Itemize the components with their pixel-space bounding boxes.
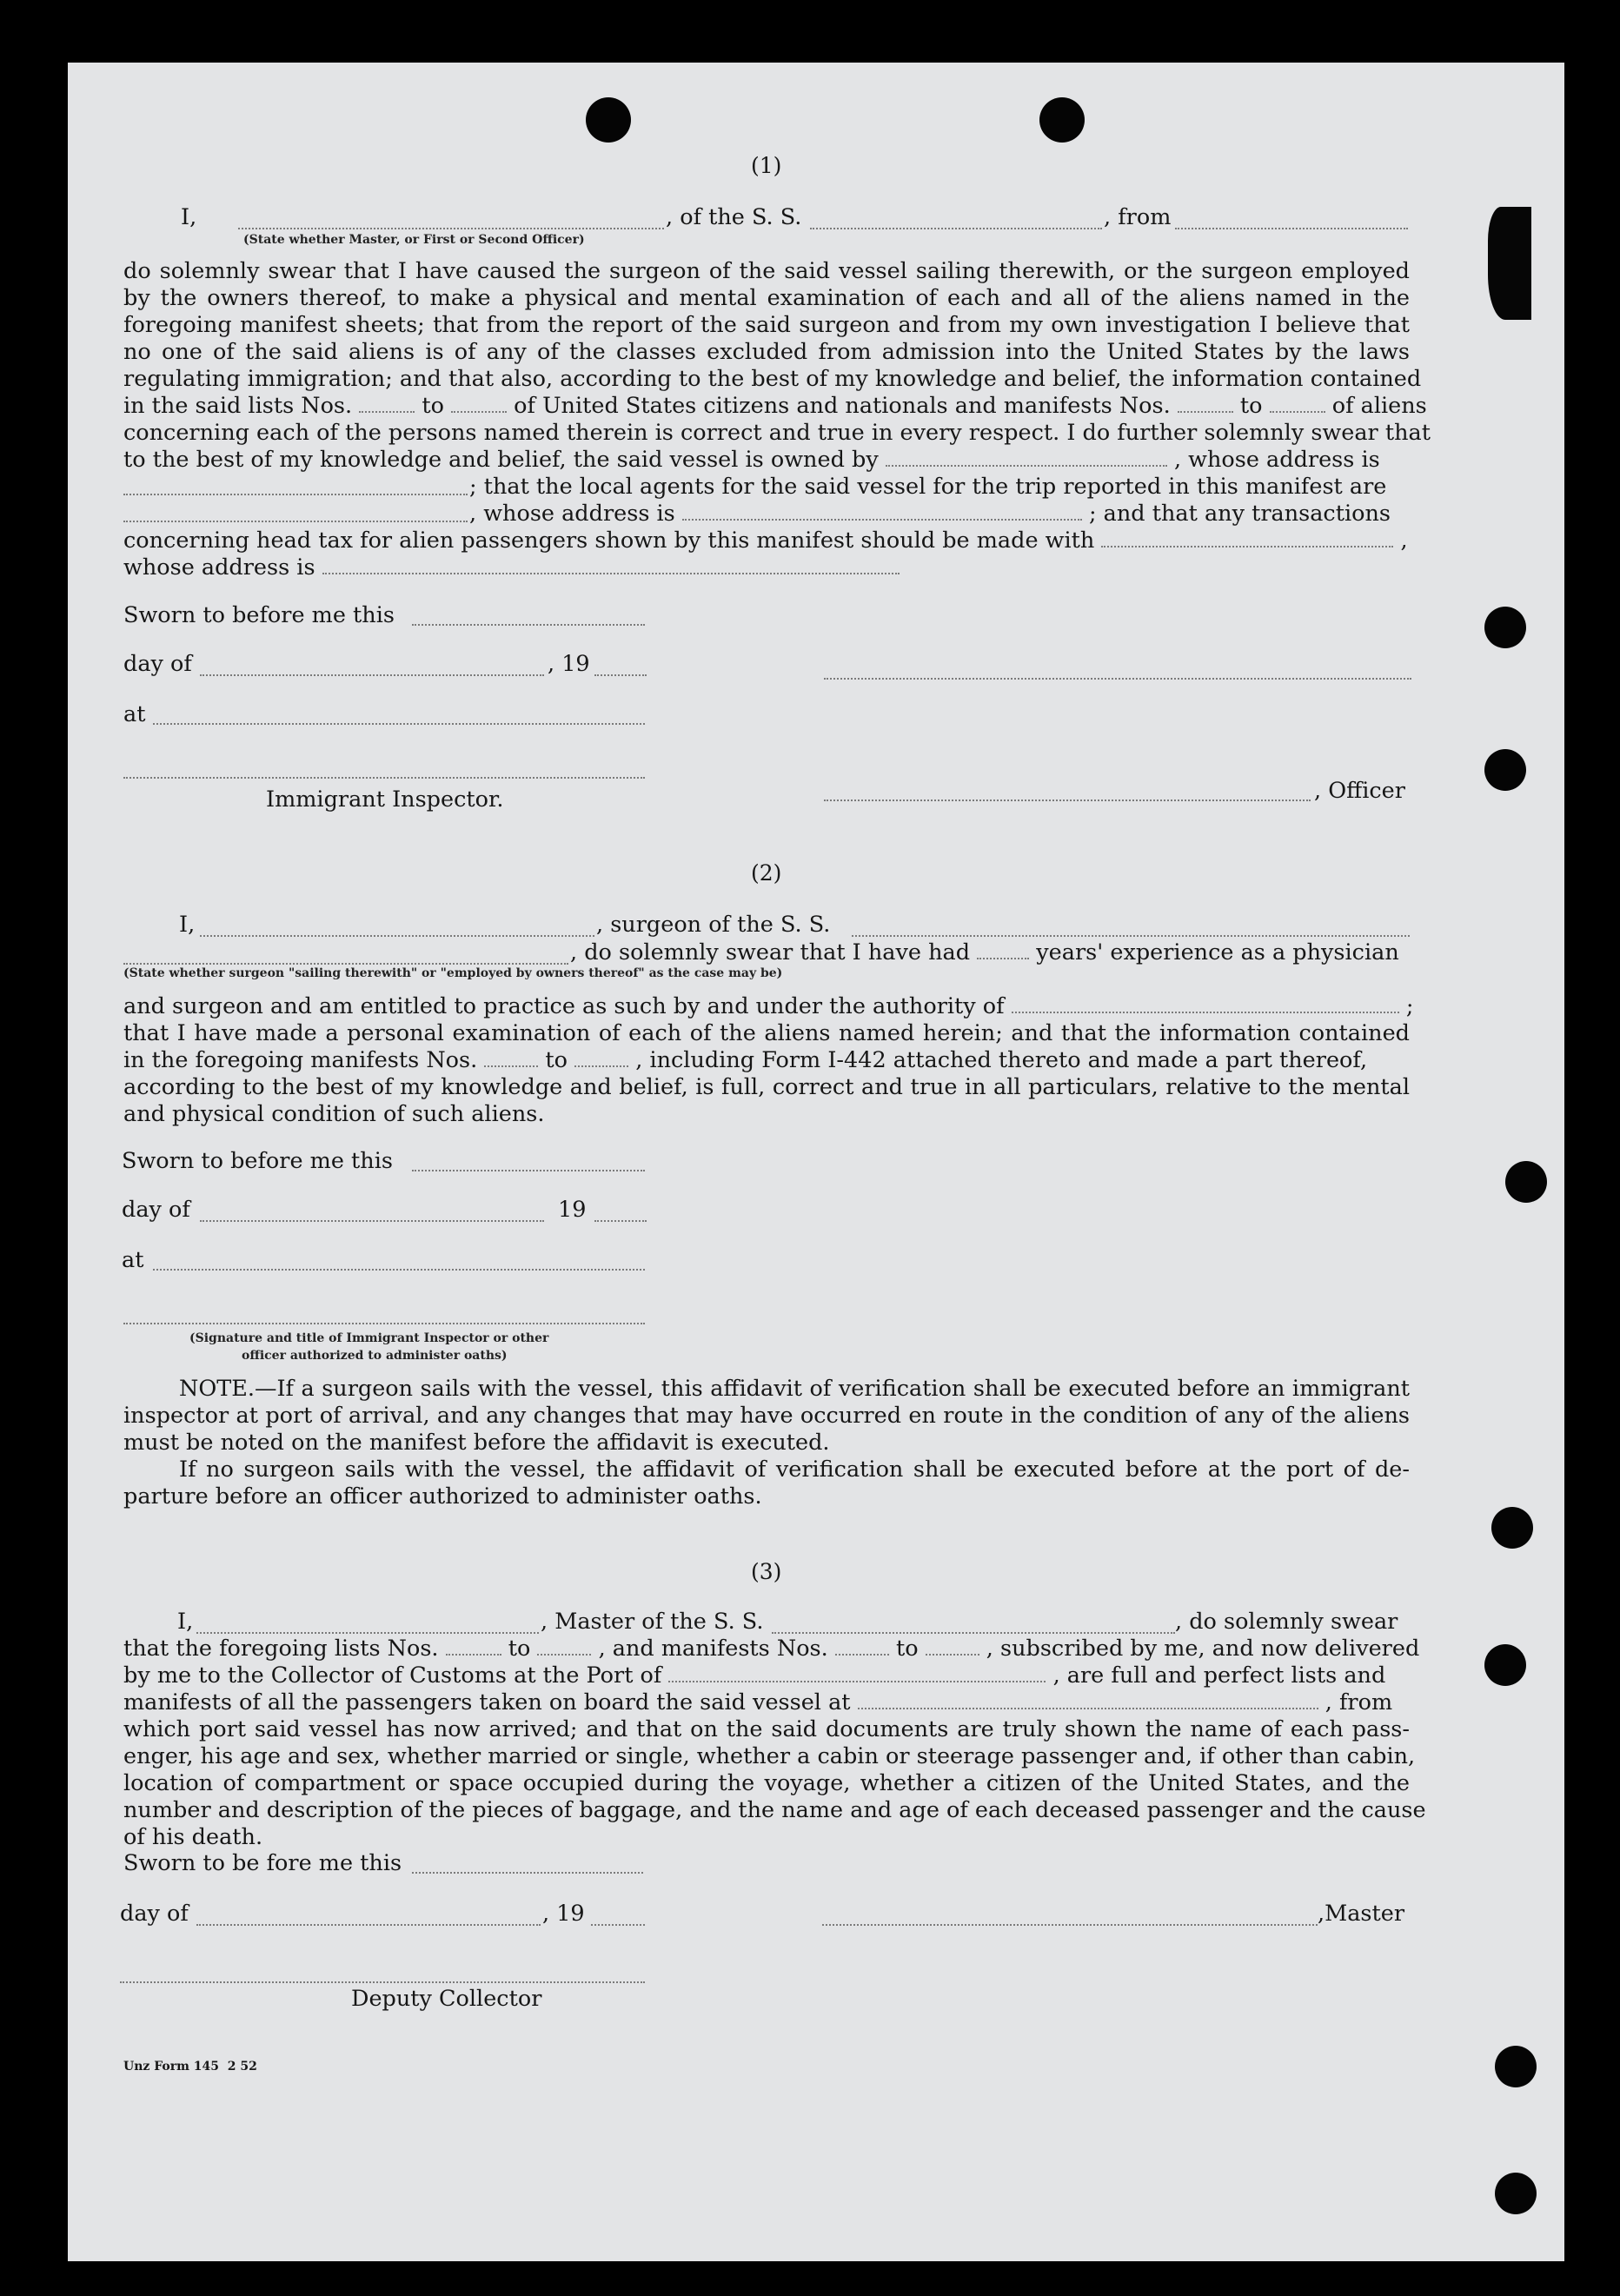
s1-owned-by: to the best of my knowledge and belief, the said vessel is owned by — [123, 447, 879, 473]
s1-officer-label: , Officer — [1314, 778, 1405, 804]
s1-lists-from-field[interactable] — [359, 394, 415, 413]
s1-para-line-5: regulating immigration; and that also, according to the best of my knowledge and belief, the information contained — [123, 366, 1422, 392]
s1-para-line-2: by the owners thereof, to make a physical and mental examination of each and all of the aliens named in the — [123, 285, 1410, 311]
punch-hole-right-3 — [1505, 1161, 1547, 1203]
s2-year-field[interactable] — [594, 1220, 647, 1222]
s2-swear-text: , do solemnly swear that I have had — [570, 939, 971, 966]
s3-i-label: I, — [177, 1609, 194, 1635]
s3-on-board-text: manifests of all the passengers taken on board the said vessel at — [123, 1689, 851, 1715]
s2-note-line-1: NOTE.—If a surgeon sails with the vessel, this affidavit of verification shall be executed before an immigrant — [179, 1376, 1410, 1402]
s1-head-tax-text: concerning head tax for alien passengers shown by this manifest should be made with — [123, 528, 1095, 554]
s3-para-line-5: enger, his age and sex, whether married or single, whether a cabin or steerage passenger and, if other than cabin, — [123, 1743, 1416, 1769]
s1-manifests-from-field[interactable] — [1178, 394, 1233, 413]
punch-hole-top-right — [1039, 97, 1085, 143]
s2-para-line-2: that I have made a personal examination of each of the aliens named herein; and that the information contained — [123, 1020, 1410, 1046]
s1-manifests-to: to — [1239, 393, 1263, 419]
s3-para-line-8: of his death. — [123, 1824, 263, 1850]
s1-whose-address: whose address is — [123, 554, 315, 581]
s3-para-line-6: location of compartment or space occupied during the voyage, whether a citizen of the United States, and the — [123, 1770, 1410, 1796]
s2-authority-text: and surgeon and am entitled to practice as such by and under the authority of — [123, 993, 1005, 1019]
s1-at-label: at — [123, 701, 146, 727]
s2-years-field[interactable] — [977, 940, 1029, 959]
s3-sworn-label: Sworn to be fore me this — [123, 1850, 402, 1876]
s1-of-ss: , of the S. S. — [666, 204, 802, 230]
s3-lists-to: to — [508, 1636, 531, 1662]
s1-day-field[interactable] — [200, 674, 544, 676]
s1-owner-address-field[interactable] — [123, 494, 468, 495]
s1-officer-note: (State whether Master, or First or Second Officer) — [243, 233, 585, 247]
s2-note-line-5: parture before an officer authorized to administer oaths. — [123, 1483, 762, 1510]
s2-at-label: at — [122, 1247, 144, 1273]
s2-sworn-label: Sworn to before me this — [122, 1148, 393, 1174]
s2-day-of-label: day of — [122, 1197, 190, 1223]
s2-manifests-nos: in the foregoing manifests Nos. — [123, 1047, 478, 1073]
s2-signature-note-2: officer authorized to administer oaths) — [242, 1349, 508, 1363]
punch-hole-right-6 — [1495, 2046, 1537, 2087]
s1-lists-to: to — [422, 393, 444, 419]
s3-boarding-port-field[interactable] — [858, 1690, 1318, 1709]
punch-hole-right-7 — [1495, 2173, 1537, 2214]
s3-lists-nos: that the foregoing lists Nos. — [123, 1636, 439, 1662]
s1-para-line-4: no one of the said aliens is of any of the classes excluded from admission into the United States by the laws — [123, 339, 1410, 365]
s1-para-line-12 — [123, 548, 900, 587]
s3-manifests-to: to — [895, 1636, 919, 1662]
punch-hole-right-4 — [1491, 1507, 1533, 1549]
s2-para-line-4: according to the best of my knowledge and belief, is full, correct and true in all particulars, relative to the mental — [123, 1074, 1410, 1100]
s3-manifests-to-field[interactable] — [926, 1636, 979, 1656]
s3-perfect-lists-text: , are full and perfect lists and — [1052, 1662, 1386, 1689]
s2-manifests-to: to — [545, 1047, 568, 1073]
s2-surgeon-note: (State whether surgeon "sailing therewith" or "employed by owners thereof" as the case may be) — [123, 966, 783, 980]
s1-lists-to-field[interactable] — [451, 394, 507, 413]
s1-from-field[interactable] — [1175, 228, 1408, 229]
s2-authority-field[interactable] — [1012, 994, 1399, 1013]
s3-master-label: ,Master — [1318, 1901, 1405, 1927]
s2-i-label: I, — [179, 912, 196, 938]
punch-hole-right-1 — [1484, 607, 1526, 648]
s2-note-line-2: inspector at port of arrival, and any changes that may have occurred en route in the condition of any of the aliens — [123, 1403, 1410, 1429]
s3-manifests-nos: , and manifests Nos. — [598, 1636, 828, 1662]
s2-sworn-field[interactable] — [412, 1170, 645, 1171]
s3-year-label: , 19 — [542, 1901, 585, 1927]
s1-immigrant-inspector: Immigrant Inspector. — [266, 786, 504, 813]
s1-head-tax-address-field[interactable] — [322, 555, 900, 574]
s3-para-line-7: number and description of the pieces of baggage, and the name and age of each deceased passenger and the cause — [123, 1797, 1426, 1823]
s1-year-label: , 19 — [548, 651, 590, 677]
s3-from-text: , from — [1325, 1689, 1393, 1715]
s2-day-field[interactable] — [200, 1220, 544, 1222]
s1-agents-address-label: , whose address is — [469, 501, 675, 527]
s1-officer-signature-upper[interactable] — [824, 678, 1411, 680]
s2-manifests-to-field[interactable] — [574, 1048, 628, 1067]
s2-manifests-from-field[interactable] — [484, 1048, 538, 1067]
section-2-number: (2) — [751, 860, 782, 886]
s2-year-label: 19 — [558, 1197, 587, 1223]
s3-do-solemnly-swear: , do solemnly swear — [1175, 1609, 1398, 1635]
s1-vessel-field[interactable] — [810, 228, 1102, 229]
s1-at-field[interactable] — [153, 723, 645, 725]
s2-para-line-5: and physical condition of such aliens. — [123, 1101, 545, 1127]
s1-manifests-to-field[interactable] — [1270, 394, 1325, 413]
s1-transactions-text: ; and that any transactions — [1088, 501, 1391, 527]
s1-owner-field[interactable] — [886, 448, 1167, 467]
s2-signature-note-1: (Signature and title of Immigrant Inspector or other — [189, 1331, 549, 1345]
s1-lists-nos: in the said lists Nos. — [123, 393, 353, 419]
s1-from: , from — [1104, 204, 1172, 230]
s2-experience-text: years' experience as a physician — [1036, 939, 1399, 966]
s2-form-text: , including Form I-442 attached thereto and made a part thereof, — [635, 1047, 1368, 1073]
s1-para-line-9: ; that the local agents for the said vessel for the trip reported in this manifest are — [469, 474, 1387, 500]
s3-port-field[interactable] — [668, 1663, 1046, 1682]
s1-comma: , — [1400, 528, 1408, 554]
s1-year-field[interactable] — [594, 674, 647, 676]
s1-officer-signature-field[interactable] — [824, 800, 1311, 801]
s2-signature-field[interactable] — [123, 1323, 645, 1324]
section-3-number: (3) — [751, 1559, 782, 1584]
s3-port-text: by me to the Collector of Customs at the Port of — [123, 1662, 662, 1689]
s3-sworn-field[interactable] — [412, 1872, 643, 1874]
section-1-number: (1) — [751, 153, 782, 178]
s1-head-tax-field[interactable] — [1101, 528, 1393, 547]
punch-hole-right-2 — [1484, 749, 1526, 791]
s2-note-line-4: If no surgeon sails with the vessel, the affidavit of verification shall be executed before at the port of de- — [179, 1457, 1410, 1483]
s3-day-field[interactable] — [196, 1924, 541, 1926]
s2-surgeon-of-ss: , surgeon of the S. S. — [596, 912, 831, 938]
s1-para-line-3: foregoing manifest sheets; that from the report of the said surgeon and from my own investigation I believe that — [123, 312, 1410, 338]
s3-deputy-collector: Deputy Collector — [351, 1986, 542, 2012]
s2-surgeon-type-field[interactable] — [123, 963, 568, 965]
s1-i-label: I, — [181, 204, 197, 230]
s1-officer-field[interactable] — [238, 228, 664, 229]
s3-manifests-from-field[interactable] — [835, 1636, 889, 1656]
punch-hole-top-left — [586, 97, 631, 143]
s1-para-line-7: concerning each of the persons named therein is correct and true in every respect. I do further solemnly swear that — [123, 420, 1431, 446]
form-footer-code: Unz Form 145 2 52 — [123, 2060, 257, 2074]
s3-para-line-4: which port said vessel has now arrived; and that on the said documents are truly shown the name of each pass- — [123, 1716, 1410, 1742]
s1-citizens-text: of United States citizens and nationals and manifests Nos. — [514, 393, 1171, 419]
s3-year-field[interactable] — [591, 1924, 645, 1926]
s1-inspector-signature-field[interactable] — [123, 777, 645, 779]
s2-surgeon-name-field[interactable] — [200, 935, 594, 937]
s1-sworn-label: Sworn to before me this — [123, 602, 395, 628]
s3-day-of-label: day of — [120, 1901, 189, 1927]
s1-of-aliens: of aliens — [1331, 393, 1427, 419]
s1-para-line-1: do solemnly swear that I have caused the surgeon of the said vessel sailing therewith, or the surgeon employed — [123, 258, 1410, 284]
s2-note-line-3: must be noted on the manifest before the affidavit is executed. — [123, 1430, 830, 1456]
s3-master-signature-field[interactable] — [822, 1924, 1318, 1926]
s2-at-field[interactable] — [153, 1269, 645, 1271]
s3-lists-from-field[interactable] — [446, 1636, 501, 1656]
s3-lists-to-field[interactable] — [537, 1636, 591, 1656]
s1-day-of-label: day of — [123, 651, 192, 677]
punch-hole-right-5 — [1484, 1644, 1526, 1686]
s1-agents-address-field[interactable] — [682, 501, 1082, 521]
s1-sworn-field[interactable] — [412, 624, 645, 626]
s1-owner-address-label: , whose address is — [1173, 447, 1380, 473]
s3-master-of-ss: , Master of the S. S. — [541, 1609, 764, 1635]
s1-line-i — [181, 198, 196, 236]
s3-subscribed-text: , subscribed by me, and now delivered — [986, 1636, 1420, 1662]
torn-edge-mark — [1488, 207, 1531, 320]
s2-semicolon: ; — [1405, 993, 1414, 1019]
